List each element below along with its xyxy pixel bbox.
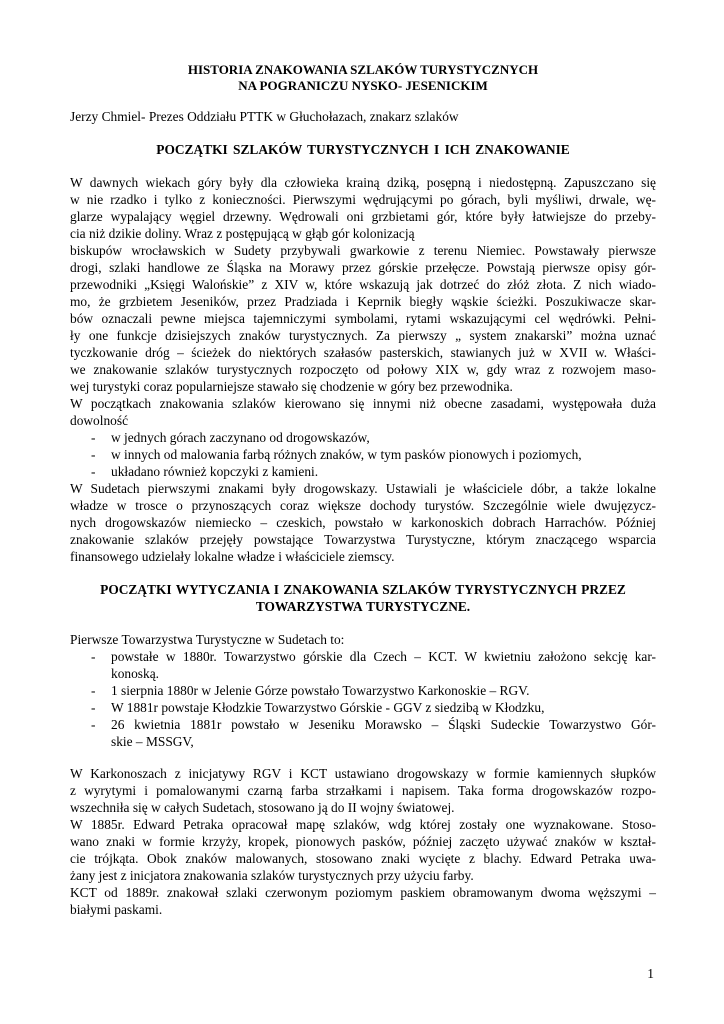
text-line: przewodniki „Księgi Walońskie” z XIV w, które wskazują jak dotrzeć do złóż złota. Z nich wiado- xyxy=(70,277,656,292)
list-item: - w innych od malowania farbą różnych znaków, w tym pasków pionowych i poziomych, xyxy=(70,446,656,463)
list-item-line: skie – MSSGV, xyxy=(111,734,194,749)
text-line: dowolność xyxy=(70,413,129,428)
list-item: - układano również kopczyki z kamieni. xyxy=(70,463,656,480)
text-line: biskupów wrocławskich w Sudety przybywali gwarkowie z terenu Niemiec. Powstawały pierwsze xyxy=(70,243,656,258)
text-line: nych drogowskazów niemiecko – czeskich, powstało w karkonoskich dobrach Harrachów. Później xyxy=(70,515,656,530)
text-line: żany jest z inicjatora znakowania szlaków turystycznych przy użyciu farby. xyxy=(70,868,474,883)
list-item xyxy=(70,648,656,682)
text-line: W początkach znakowania szlaków kierowano się innymi niż obecne zasadami, występowała duża xyxy=(70,396,656,411)
author-line: Jerzy Chmiel- Prezes Oddziału PTTK w Głuchołazach, znakarz szlaków xyxy=(70,109,459,124)
text-line: mo, że grzbietem Jeseników, przez Pradziada i Keprnik biegły wąskie ścieżki. Poszukiwacze skar- xyxy=(70,294,656,309)
text-line: ły one funkcje dzisiejszych znaków turystycznych. Za pierwszy „ system znakarski” można uznać xyxy=(70,328,656,343)
list-item: - w jednych górach zaczynano od drogowskazów, xyxy=(70,429,656,446)
section-1-list xyxy=(70,429,656,480)
text-line: wej turystyki coraz popularniejsze stawało się chodzenie w góry bez przewodnika. xyxy=(70,379,513,394)
list-item-line: - powstałe w 1880r. Towarzystwo górskie dla Czech – KCT. W kwietniu założono sekcję kar- xyxy=(111,649,656,664)
text-line: glarze wypalający węgiel drzewny. Wędrowali oni grzbietami gór, które były łatwiejsze do przeby- xyxy=(70,209,656,224)
text-line: wszechniła się w całych Sudetach, stosowano ją do II wojny światowej. xyxy=(70,800,455,815)
text-line: znakowanie szlaków przejęły powstające Towarzystwa Turystyczne, którym znaczącego wsparcia xyxy=(70,532,656,547)
text-line: cie trójkąta. Obok znaków malowanych, stosowano znaki wycięte z blachy. Edward Petraka uwa- xyxy=(70,851,656,866)
document-title xyxy=(70,62,656,94)
text-line: z wyrytymi i pomalowanymi czarną farba strzałkami i napisem. Taka forma drogowskazów rozpo- xyxy=(70,783,656,798)
page-number: 1 xyxy=(647,966,654,981)
section-2-list xyxy=(70,648,656,750)
section-2-intro: Pierwsze Towarzystwa Turystyczne w Sudetach to: xyxy=(70,632,345,647)
section-2-heading-line-1: POCZĄTKI WYTYCZANIA I ZNAKOWANIA SZLAKÓW TYRYSTYCZNYCH PRZEZ xyxy=(100,582,626,597)
text-line: finansowego udzielały lokalne władze i właściciele ziemscy. xyxy=(70,549,395,564)
text-line: bów oznaczali pewne miejsca tajemniczymi symbolami, rytami wskazującymi cel wędrówki. Pełni- xyxy=(70,311,656,326)
section-2-heading xyxy=(70,581,656,615)
list-item-line: - W 1881r powstaje Kłodzkie Towarzystwo Górskie - GGV z siedzibą w Kłodzku, xyxy=(111,700,545,715)
list-item xyxy=(70,699,656,716)
list-item xyxy=(70,682,656,699)
list-item-line: konoską. xyxy=(111,666,159,681)
text-line: W dawnych wiekach góry były dla człowieka krainą dziką, posępną i niedostępną. Zapuszczano się xyxy=(70,175,656,190)
section-2-heading-line-2: TOWARZYSTWA TURYSTYCZNE. xyxy=(255,599,471,614)
text-line: białymi paskami. xyxy=(70,902,163,917)
list-item xyxy=(70,716,656,750)
text-line: władze w trosce o przynoszących coraz większe dochody turystów. Szczególnie wiele dwujęzycz- xyxy=(70,498,656,513)
text-line: cia niż dzikie doliny. Wraz z postępującą w głąb gór kolonizacją xyxy=(70,226,415,241)
section-1-paragraph-1 xyxy=(70,174,656,429)
text-line: W 1885r. Edward Petraka opracował mapę szlaków, wdg której zostały one wyznakowane. Stoso- xyxy=(70,817,656,832)
text-line: KCT od 1889r. znakował szlaki czerwonym poziomym paskiem obramowanym dwoma węższymi – xyxy=(70,885,656,900)
text-line: drogi, szlaki handlowe ze Śląska na Morawy przez górskie przełęcze. Powstają pierwsze opisy gór- xyxy=(70,260,656,275)
document-page xyxy=(70,62,656,918)
section-1-paragraph-2 xyxy=(70,480,656,565)
text-line: tyczkowanie dróg – ścieżek do niektórych szałasów pasterskich, stawianych już w XVII w. Właści- xyxy=(70,345,656,360)
list-item-line: - 1 sierpnia 1880r w Jelenie Górze powstało Towarzystwo Karkonoskie – RGV. xyxy=(111,683,530,698)
text-line: we znakowanie szlaków turystycznych rozpoczęto od połowy XIX w, gdy wraz z rozwojem maso- xyxy=(70,362,656,377)
section-2-paragraph xyxy=(70,765,656,918)
text-line: w nie rzadko i tylko z konieczności. Pierwszymi wędrującymi po górach, byli myśliwi, drwale, wę- xyxy=(70,192,656,207)
section-1-heading: POCZĄTKI SZLAKÓW TURYSTYCZNYCH I ICH ZNAKOWANIE xyxy=(156,142,570,157)
text-line: W Sudetach pierwszymi znakami były drogowskazy. Ustawiali je właściciele dóbr, a także lokalne xyxy=(70,481,656,496)
list-item-line: - 26 kwietnia 1881r powstało w Jeseniku Morawsko – Śląski Sudeckie Towarzystwo Gór- xyxy=(111,717,656,732)
text-line: wano znaki w formie krzyży, kropek, pionowych pasków, później zaczęto używać znaków w kształ- xyxy=(70,834,656,849)
text-line: W Karkonoszach z inicjatywy RGV i KCT ustawiano drogowskazy w formie kamiennych słupków xyxy=(70,766,656,781)
title-line-2: NA POGRANICZU NYSKO- JESENICKIM xyxy=(238,78,488,93)
title-line-1: HISTORIA ZNAKOWANIA SZLAKÓW TURYSTYCZNYCH xyxy=(187,62,539,77)
